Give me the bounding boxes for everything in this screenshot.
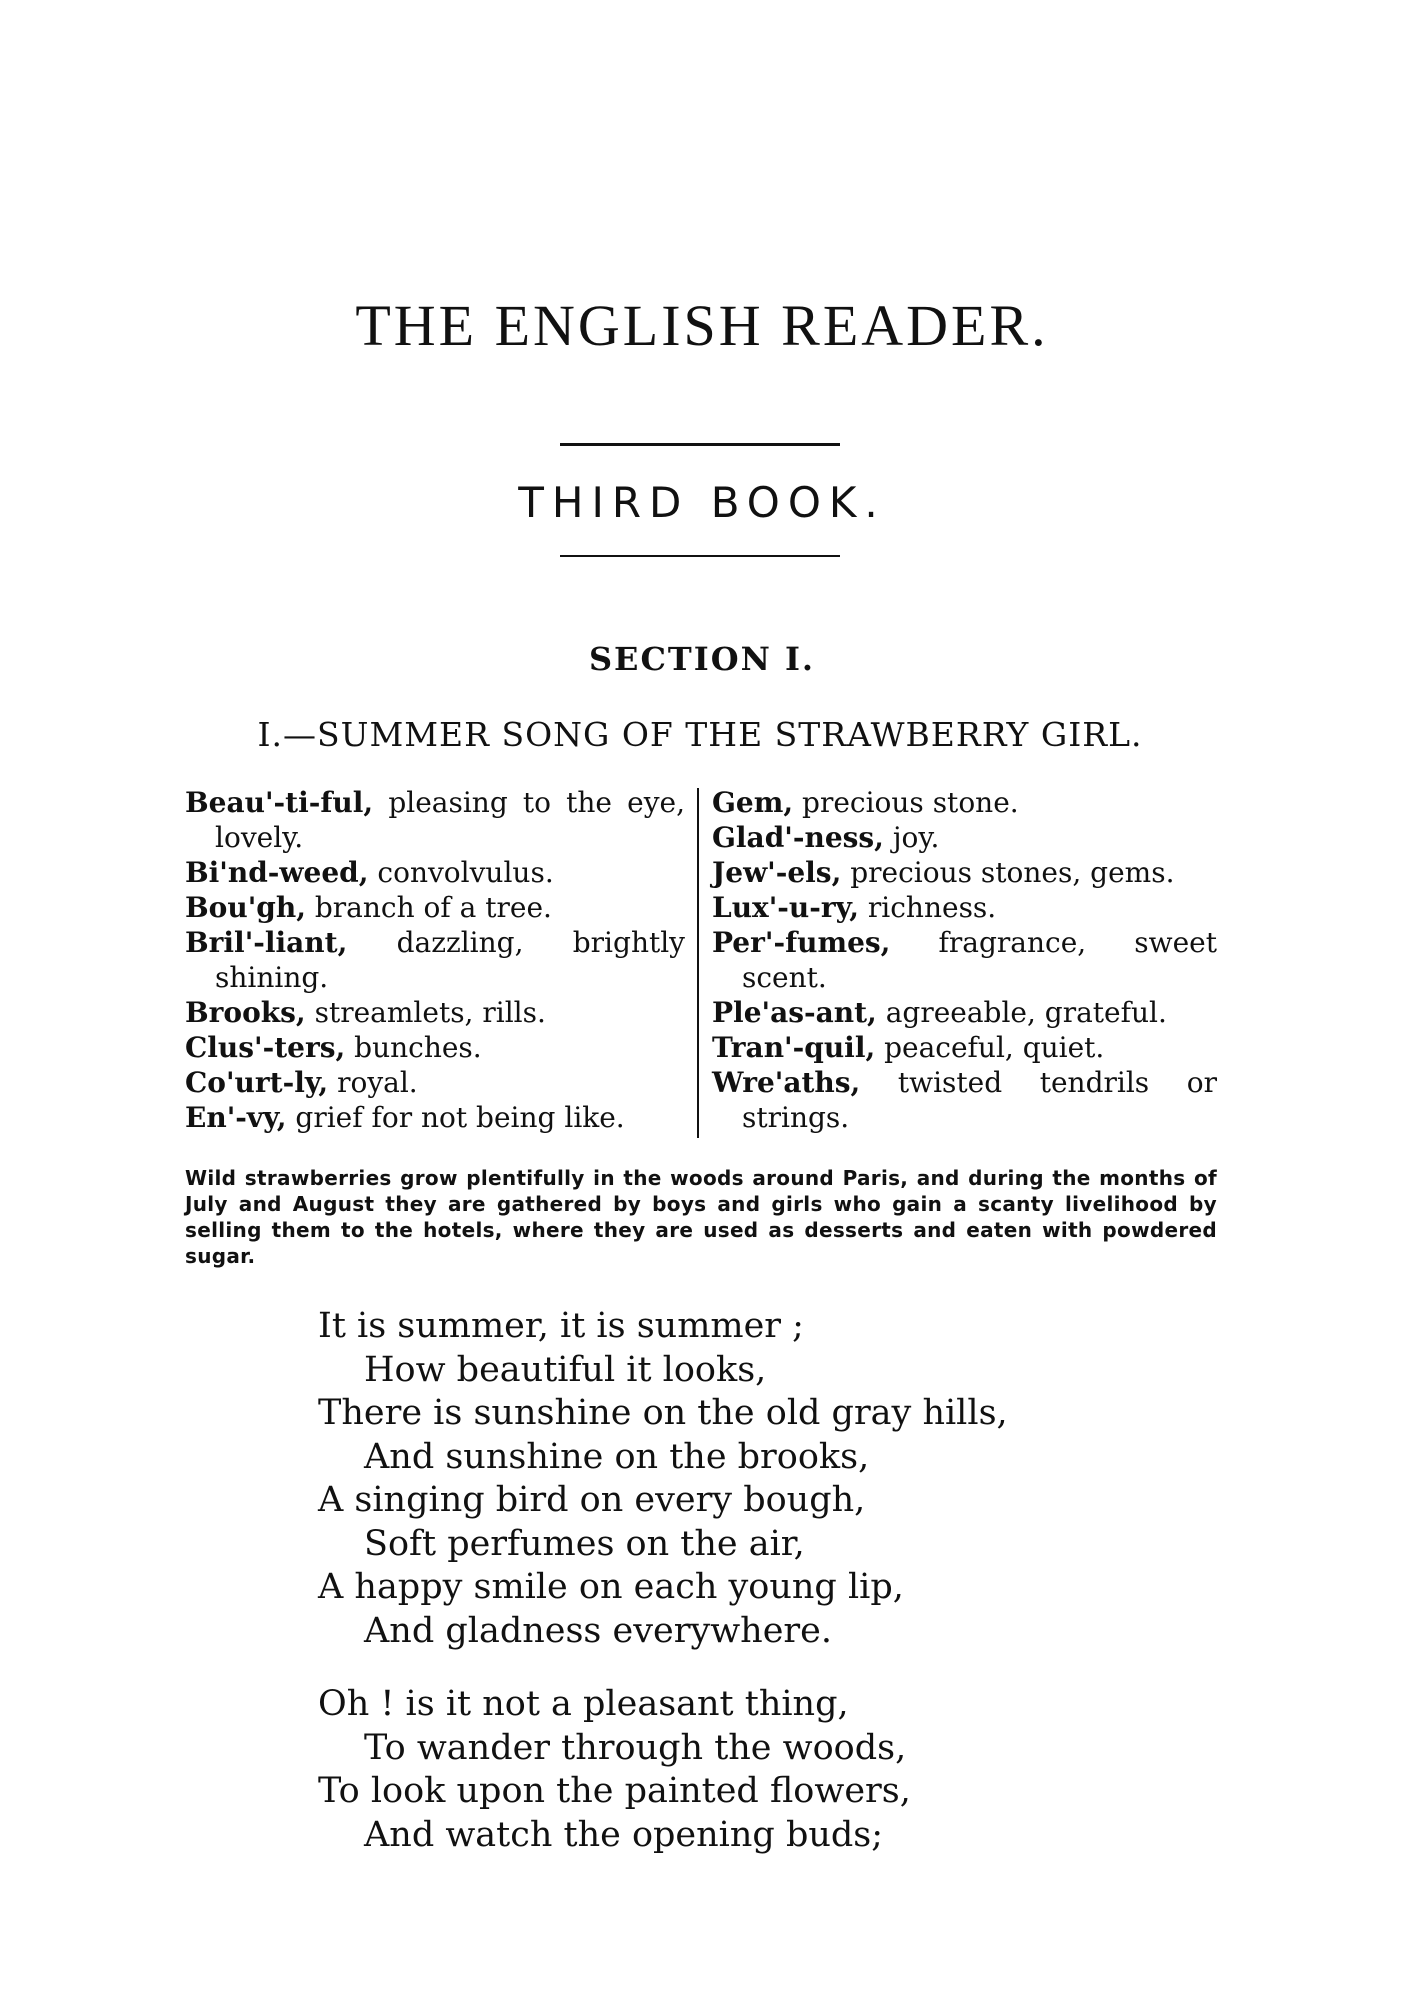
title-rule-top bbox=[560, 443, 840, 446]
poem-line: To look upon the painted flowers, bbox=[318, 1771, 911, 1811]
vocab-term: Beau'-ti-ful, bbox=[185, 786, 374, 819]
vocab-entry bbox=[712, 820, 1217, 855]
vocab-definition: streamlets, rills. bbox=[314, 996, 546, 1029]
vocab-entry bbox=[185, 855, 685, 890]
vocab-entry bbox=[712, 785, 1217, 820]
poem-stanza-2 bbox=[318, 1683, 1118, 1857]
vocab-entry bbox=[185, 995, 685, 1030]
vocab-entry bbox=[712, 1030, 1217, 1065]
poem-line: Soft perfumes on the air, bbox=[364, 1523, 805, 1564]
vocab-definition: agreeable, grateful. bbox=[885, 996, 1167, 1029]
book-title: THE ENGLISH READER. bbox=[355, 293, 1049, 358]
vocab-term: Glad'-ness, bbox=[712, 821, 884, 854]
vocab-term: Per'-fumes, bbox=[712, 926, 891, 959]
vocabulary-right-column bbox=[712, 785, 1217, 1135]
vocab-definition: precious stone. bbox=[802, 786, 1019, 819]
poem-line: It is summer, it is summer ; bbox=[318, 1306, 804, 1346]
vocab-definition: pleasing to the eye, lovely. bbox=[215, 786, 685, 854]
poem-line: A singing bird on every bough, bbox=[318, 1480, 866, 1520]
vocab-definition: bunches. bbox=[354, 1031, 482, 1064]
vocab-entry bbox=[712, 1065, 1217, 1135]
vocab-definition: fragrance, sweet scent. bbox=[742, 926, 1217, 994]
lesson-title: I.—SUMMER SONG OF THE STRAWBERRY GIRL. bbox=[257, 715, 1143, 754]
vocab-entry bbox=[185, 1065, 685, 1100]
vocab-entry bbox=[185, 890, 685, 925]
vocab-definition: dazzling, brightly shining. bbox=[215, 926, 685, 994]
vocab-term: Brooks, bbox=[185, 996, 306, 1029]
vocab-definition: branch of a tree. bbox=[314, 891, 552, 924]
book-subtitle: THIRD BOOK. bbox=[518, 478, 886, 527]
vocab-definition: twisted tendrils or strings. bbox=[742, 1066, 1217, 1134]
vocab-definition: precious stones, gems. bbox=[850, 856, 1175, 889]
vocab-entry bbox=[712, 890, 1217, 925]
vocab-definition: convolvulus. bbox=[377, 856, 554, 889]
vocab-term: Ple'as-ant, bbox=[712, 996, 877, 1029]
vocab-entry bbox=[185, 785, 685, 855]
vocab-entry bbox=[712, 855, 1217, 890]
vocab-term: En'-vy, bbox=[185, 1101, 287, 1134]
vocab-entry bbox=[712, 925, 1217, 995]
vocab-entry bbox=[712, 995, 1217, 1030]
vocab-term: Co'urt-ly, bbox=[185, 1066, 329, 1099]
poem-line: To wander through the woods, bbox=[364, 1727, 907, 1768]
vocab-term: Lux'-u-ry, bbox=[712, 891, 859, 924]
poem-line: A happy smile on each young lip, bbox=[318, 1567, 904, 1607]
vocab-term: Wre'aths, bbox=[712, 1066, 861, 1099]
vocab-term: Tran'-quil, bbox=[712, 1031, 876, 1064]
poem-line: There is sunshine on the old gray hills, bbox=[318, 1393, 1008, 1433]
poem-line: How beautiful it looks, bbox=[364, 1349, 767, 1390]
poem-line: And gladness everywhere. bbox=[364, 1610, 833, 1651]
vocab-term: Bril'-liant, bbox=[185, 926, 348, 959]
vocab-definition: peaceful, quiet. bbox=[884, 1031, 1105, 1064]
vocabulary-column-divider bbox=[697, 788, 699, 1138]
section-heading: SECTION I. bbox=[588, 640, 816, 678]
poem-line: And watch the opening buds; bbox=[364, 1814, 884, 1855]
vocab-definition: richness. bbox=[867, 891, 997, 924]
poem-stanza-1 bbox=[318, 1305, 1118, 1653]
vocab-term: Gem, bbox=[712, 786, 794, 819]
vocab-term: Bou'gh, bbox=[185, 891, 306, 924]
vocab-entry bbox=[185, 925, 685, 995]
vocabulary-left-column bbox=[185, 785, 685, 1135]
vocab-definition: joy. bbox=[892, 821, 940, 854]
introductory-note: Wild strawberries grow plentifully in the woods around Paris, and during the months of July and August they are gathered by boys and girls who gain a scanty livelihood by selling them to the hotels, where they are used as desserts and eaten with powdered sugar. bbox=[185, 1166, 1217, 1268]
vocab-term: Bi'nd-weed, bbox=[185, 856, 369, 889]
poem-line: Oh ! is it not a pleasant thing, bbox=[318, 1684, 849, 1724]
vocab-definition: grief for not being like. bbox=[295, 1101, 625, 1134]
vocab-entry bbox=[185, 1030, 685, 1065]
vocab-term: Jew'-els, bbox=[712, 856, 842, 889]
poem-line: And sunshine on the brooks, bbox=[364, 1436, 870, 1477]
vocab-definition: royal. bbox=[337, 1066, 418, 1099]
vocab-term: Clus'-ters, bbox=[185, 1031, 346, 1064]
vocab-entry bbox=[185, 1100, 685, 1135]
title-rule-bottom bbox=[560, 555, 840, 557]
